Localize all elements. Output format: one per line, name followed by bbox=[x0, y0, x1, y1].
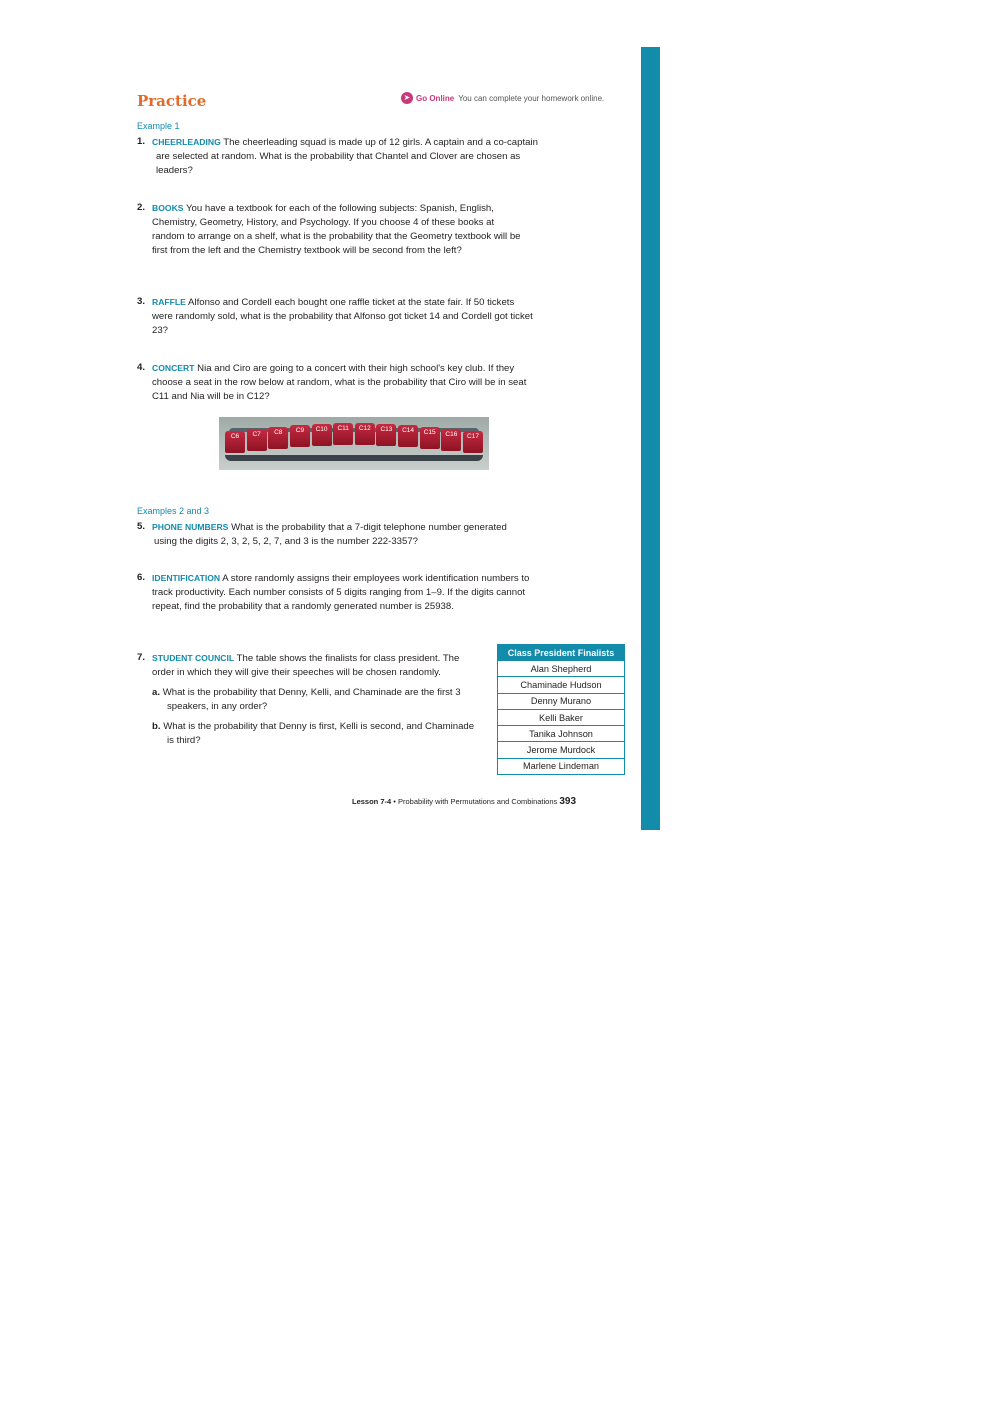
part-label: b. bbox=[152, 721, 161, 732]
problem-6 bbox=[137, 571, 547, 614]
problem-text: What is the probability that a 7-digit telephone number generated using the digits 2, 3, 2, 5, 2, 7, and 3 is the number 222-3357? bbox=[154, 522, 507, 547]
finalists-table-header: Class President Finalists bbox=[498, 645, 625, 661]
problem-number: 4. bbox=[137, 362, 146, 373]
problem-3 bbox=[137, 295, 535, 338]
page-number: 393 bbox=[559, 796, 577, 807]
problem-text: The cheerleading squad is made up of 12 girls. A captain and a co-captain are selected at random. What is the probability that Chantel and Clover are chosen as leaders? bbox=[156, 137, 538, 176]
problem-number: 5. bbox=[137, 521, 146, 532]
seat-c15: C15 bbox=[420, 427, 440, 449]
page-title: Practice bbox=[137, 92, 207, 110]
problem-text: Alfonso and Cordell each bought one raffle ticket at the state fair. If 50 tickets were randomly sold, what is the probability that Alfonso got ticket 14 and Cordell got ticket 23? bbox=[152, 297, 533, 336]
seat-c12: C12 bbox=[355, 423, 375, 445]
problem-tag: PHONE NUMBERS bbox=[152, 522, 229, 532]
seat-c11: C11 bbox=[333, 423, 353, 445]
problem-text: The table shows the finalists for class president. The order in which they will give their speeches will be chosen randomly. bbox=[152, 653, 460, 678]
part-label: a. bbox=[152, 687, 161, 698]
footer-lesson: Lesson 7-4 bbox=[352, 797, 392, 806]
section-heading-example-1: Example 1 bbox=[137, 121, 180, 131]
problem-number: 7. bbox=[137, 652, 146, 663]
problem-1 bbox=[137, 135, 552, 178]
seat-c14: C14 bbox=[398, 425, 418, 447]
finalist-name: Tanika Johnson bbox=[498, 726, 625, 742]
problem-5 bbox=[137, 520, 522, 549]
seat-c9: C9 bbox=[290, 425, 310, 447]
part-text: What is the probability that Denny is first, Kelli is second, and Chaminade is third? bbox=[163, 721, 475, 746]
problem-4 bbox=[137, 361, 542, 404]
problem-tag: STUDENT COUNCIL bbox=[152, 653, 235, 663]
problem-7 bbox=[137, 651, 479, 748]
seat-c8: C8 bbox=[268, 427, 288, 449]
cursor-icon: ➤ bbox=[401, 92, 413, 104]
problem-tag: BOOKS bbox=[152, 203, 184, 213]
finalists-table bbox=[497, 644, 625, 775]
finalist-name: Jerome Murdock bbox=[498, 742, 625, 758]
seat-row-base bbox=[225, 455, 483, 461]
problem-tag: IDENTIFICATION bbox=[152, 573, 221, 583]
finalist-name: Denny Murano bbox=[498, 693, 625, 709]
problem-number: 3. bbox=[137, 296, 146, 307]
finalist-name: Alan Shepherd bbox=[498, 661, 625, 677]
side-color-bar bbox=[641, 47, 660, 830]
problem-text: You have a textbook for each of the following subjects: Spanish, English, Chemistry, Geometry, History, and Psychology. If you choose 4 of these books at random to arrange on a shelf, what is the probability that the Geometry textbook will be first from the left and the Chemistry textbook will be second from the left? bbox=[152, 203, 521, 256]
problem-7-part-a bbox=[152, 686, 479, 714]
problem-7-part-b bbox=[152, 720, 479, 748]
seat-c17: C17 bbox=[463, 431, 483, 453]
part-text: What is the probability that Denny, Kelli, and Chaminade are the first 3 speakers, in any order? bbox=[162, 687, 461, 712]
problem-number: 6. bbox=[137, 572, 146, 583]
seat-c13: C13 bbox=[376, 424, 396, 446]
problem-tag: CONCERT bbox=[152, 363, 195, 373]
seat-c16: C16 bbox=[441, 429, 461, 451]
problem-number: 2. bbox=[137, 202, 146, 213]
finalist-name: Marlene Lindeman bbox=[498, 758, 625, 774]
seat-c6: C6 bbox=[225, 431, 245, 453]
footer-title: Probability with Permutations and Combinations bbox=[398, 797, 558, 806]
finalist-name: Chaminade Hudson bbox=[498, 677, 625, 693]
go-online-label[interactable]: Go Online bbox=[416, 93, 455, 103]
go-online-text: You can complete your homework online. bbox=[458, 93, 605, 103]
finalist-name: Kelli Baker bbox=[498, 709, 625, 725]
problem-text: A store randomly assigns their employees work identification numbers to track productivity. Each number consists of 5 digits ranging from 1–9. If the digits cannot repeat, find the probability that a randomly generated number is 25938. bbox=[152, 573, 530, 612]
problem-number: 1. bbox=[137, 136, 146, 147]
seat-c7: C7 bbox=[247, 429, 267, 451]
footer-separator: • bbox=[393, 797, 396, 806]
go-online-banner[interactable] bbox=[401, 92, 604, 104]
seat-c10: C10 bbox=[312, 424, 332, 446]
problem-tag: RAFFLE bbox=[152, 297, 186, 307]
page-footer bbox=[352, 796, 576, 807]
problem-2 bbox=[137, 201, 527, 258]
concert-seat-row-image bbox=[219, 417, 489, 470]
problem-text: Nia and Ciro are going to a concert with their high school's key club. If they choose a seat in the row below at random, what is the probability that Ciro will be in seat C11 and Nia will be in C12? bbox=[152, 363, 527, 402]
section-heading-examples-2-3: Examples 2 and 3 bbox=[137, 506, 210, 516]
problem-tag: CHEERLEADING bbox=[152, 137, 221, 147]
